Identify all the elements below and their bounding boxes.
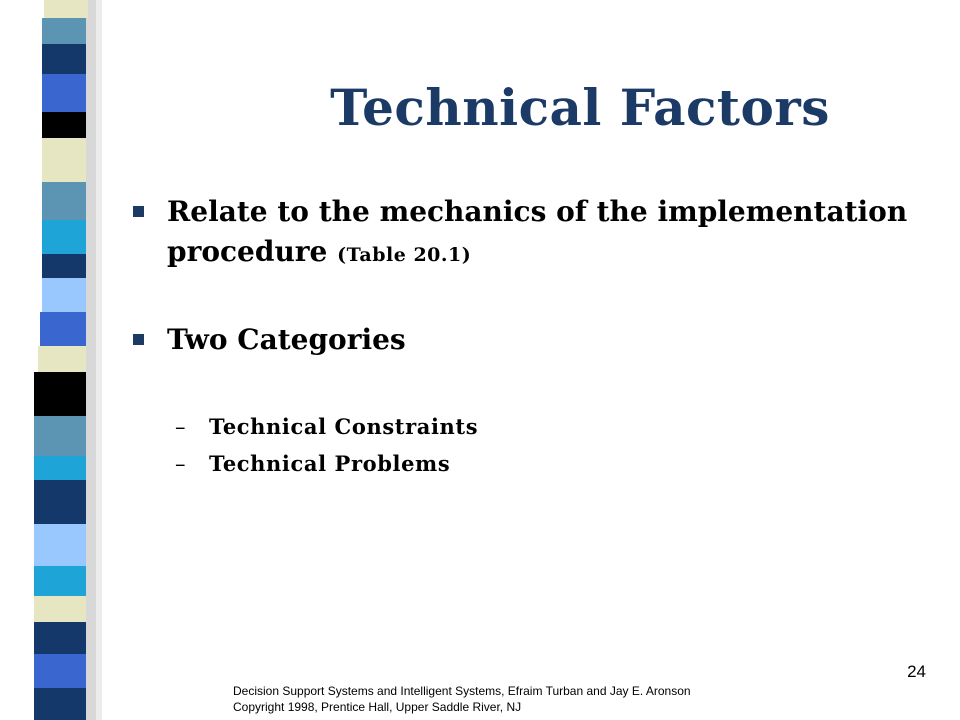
subitem-technical-constraints — [175, 414, 478, 439]
footer-line-2: Copyright 1998, Prentice Hall, Upper Saddle River, NJ — [233, 700, 522, 714]
footer-line-1: Decision Support Systems and Intelligent Systems, Efraim Turban and Jay E. Aronson — [233, 684, 691, 698]
bullet-square-icon — [133, 206, 144, 217]
subitem-text: Technical Problems — [209, 451, 451, 476]
color-band-graphic — [0, 0, 110, 720]
page-number: 24 — [907, 662, 926, 681]
subitem-technical-problems — [175, 451, 450, 476]
bullet-item-mechanics — [167, 192, 957, 275]
decorative-color-band — [0, 0, 110, 720]
dash-marker: – — [175, 415, 187, 439]
table-reference: (Table 20.1) — [337, 244, 472, 266]
bullet-square-icon — [133, 334, 144, 345]
bullet-text: Relate to the mechanics of the implementation procedure — [167, 195, 908, 268]
bullet-item-categories — [167, 320, 406, 360]
footer-citation — [233, 683, 691, 715]
color-band-strips — [34, 0, 88, 720]
subitem-text: Technical Constraints — [209, 414, 479, 439]
slide-title: Technical Factors — [330, 78, 830, 137]
dash-marker: – — [175, 452, 187, 476]
bullet-text: Two Categories — [167, 323, 406, 356]
